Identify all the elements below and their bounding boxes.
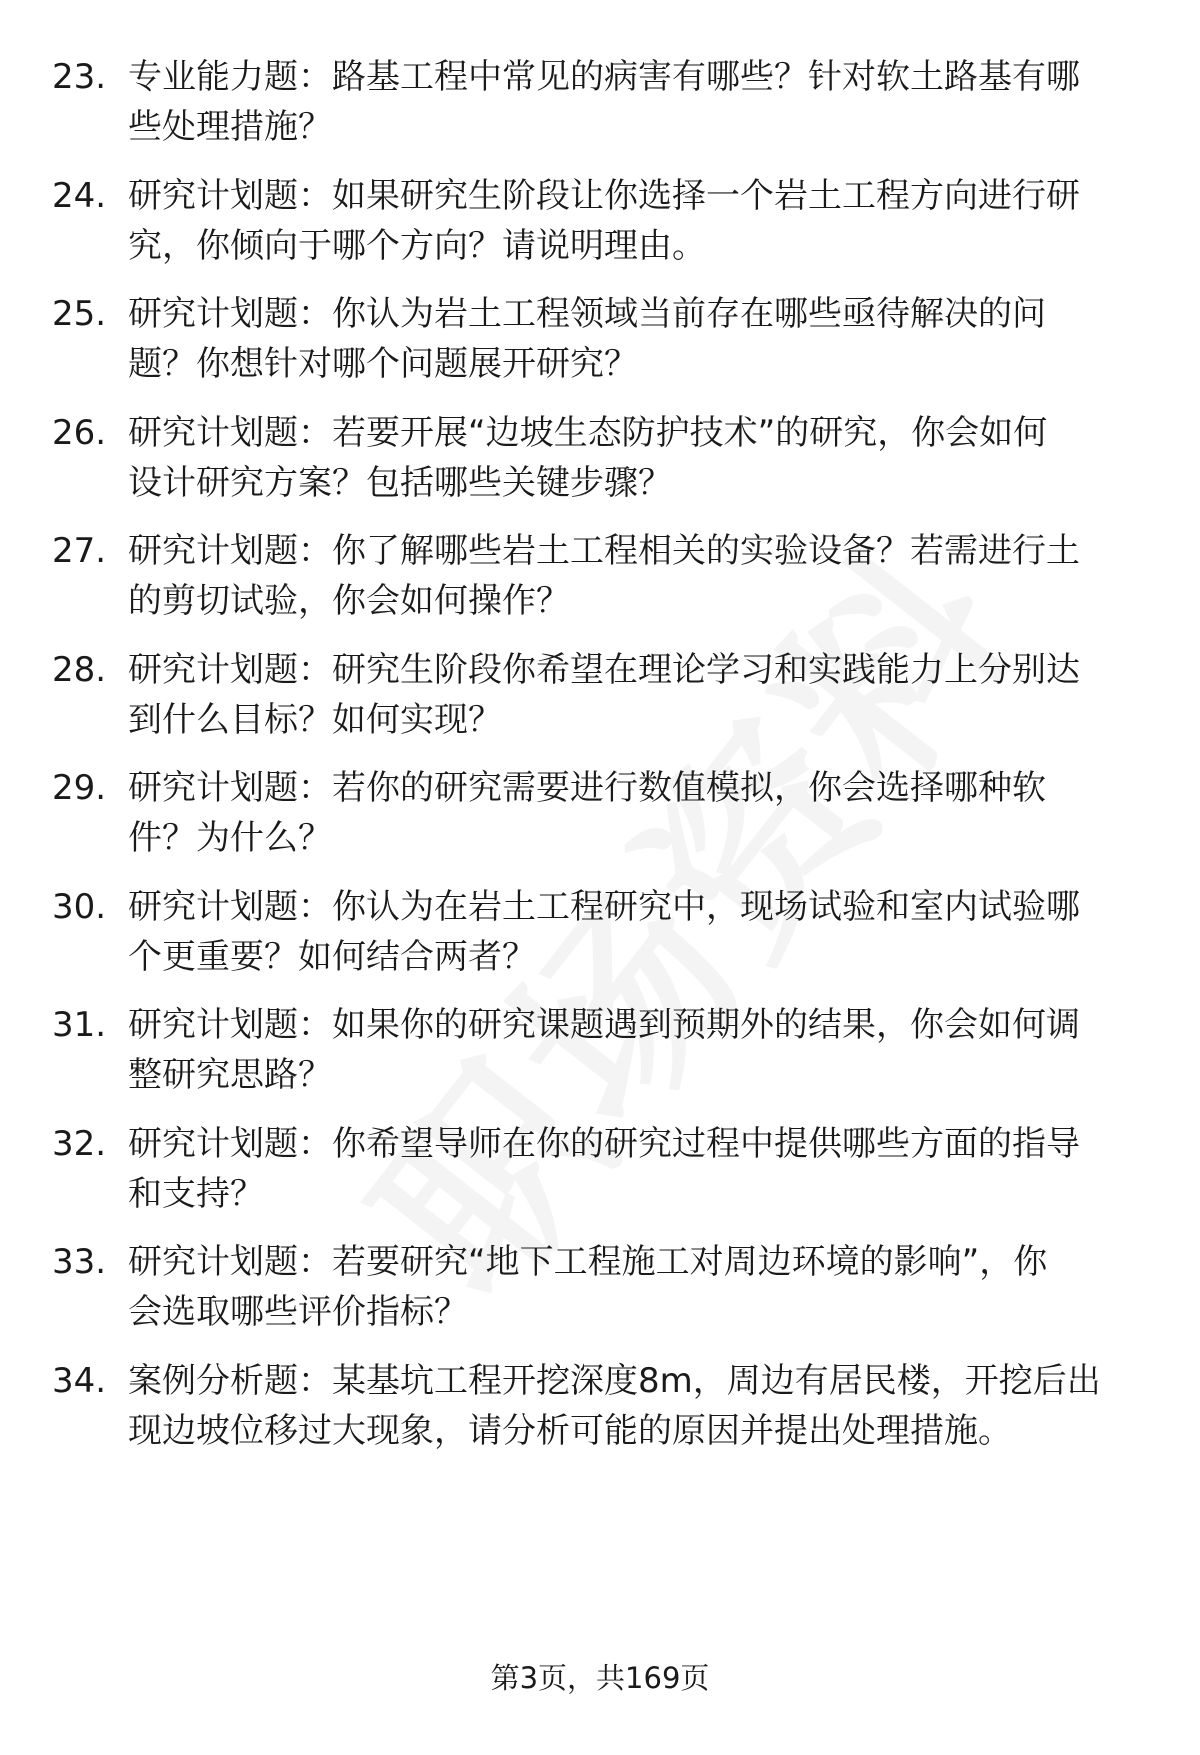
question-number: 30. <box>52 886 107 927</box>
question-text-line: 究，你倾向于哪个方向？请说明理由。 <box>128 225 706 266</box>
question-text <box>128 526 1158 626</box>
page-footer: 第3页，共169页 <box>490 1661 710 1695</box>
question-text-line: 会选取哪些评价指标？ <box>128 1292 468 1332</box>
question-text-line: 研究计划题：你希望导师在你的研究过程中提供哪些方面的指导 <box>128 1123 1080 1164</box>
question-text <box>128 1000 1158 1100</box>
question-number: 25. <box>52 294 107 334</box>
question-text-line: 件？为什么？ <box>128 818 332 858</box>
question-text-line: 设计研究方案？包括哪些关键步骤？ <box>128 462 672 503</box>
question-number: 31. <box>52 1005 107 1045</box>
question-text-line: 题？你想针对哪个问题展开研究？ <box>128 344 638 384</box>
question-number: 27. <box>52 531 107 571</box>
question-text-line: 研究计划题：如果你的研究课题遇到预期外的结果，你会如何调 <box>128 1005 1080 1045</box>
question-text <box>128 408 1158 508</box>
question-text-line: 现边坡位移过大现象，请分析可能的原因并提出处理措施。 <box>128 1410 1012 1451</box>
question-text-line: 研究计划题：你了解哪些岩土工程相关的实验设备？若需进行土 <box>128 531 1080 571</box>
question-number: 26. <box>52 412 107 453</box>
question-number: 23. <box>52 57 107 97</box>
question-text <box>128 1356 1158 1456</box>
question-number: 24. <box>52 175 107 216</box>
question-text-line: 个更重要？如何结合两者？ <box>128 936 536 977</box>
question-number: 28. <box>52 649 107 690</box>
question-number: 32. <box>52 1123 107 1164</box>
question-text <box>128 882 1158 982</box>
question-text-line: 到什么目标？如何实现？ <box>128 699 502 740</box>
question-text <box>128 289 1158 389</box>
question-text-line: 些处理措施？ <box>128 107 332 147</box>
question-text-line: 整研究思路？ <box>128 1055 332 1095</box>
question-text <box>128 52 1158 152</box>
question-text-line: 研究计划题：若你的研究需要进行数值模拟，你会选择哪种软 <box>128 768 1046 808</box>
question-text-line: 和支持？ <box>128 1173 264 1214</box>
question-text-line: 研究计划题：你认为在岩土工程研究中，现场试验和室内试验哪 <box>128 886 1080 927</box>
question-text-line: 案例分析题：某基坑工程开挖深度8m，周边有居民楼，开挖后出 <box>128 1360 1101 1401</box>
question-text-line: 研究计划题：你认为岩土工程领域当前存在哪些亟待解决的问 <box>128 294 1046 334</box>
question-text <box>128 1119 1158 1219</box>
question-number: 33. <box>52 1242 107 1282</box>
question-number: 29. <box>52 768 107 808</box>
question-text <box>128 763 1158 863</box>
question-text-line: 研究计划题：若要开展“边坡生态防护技术”的研究，你会如何 <box>128 412 1048 453</box>
question-text <box>128 171 1158 271</box>
question-text-line: 研究计划题：若要研究“地下工程施工对周边环境的影响”，你 <box>128 1242 1048 1282</box>
question-text-line: 研究计划题：研究生阶段你希望在理论学习和实践能力上分别达 <box>128 649 1080 690</box>
question-number: 34. <box>52 1360 107 1401</box>
question-text <box>128 645 1158 745</box>
question-text-line: 研究计划题：如果研究生阶段让你选择一个岩土工程方向进行研 <box>128 175 1080 216</box>
question-text <box>128 1237 1158 1337</box>
question-text-line: 的剪切试验，你会如何操作？ <box>128 581 570 621</box>
question-text-line: 专业能力题：路基工程中常见的病害有哪些？针对软土路基有哪 <box>128 57 1080 97</box>
